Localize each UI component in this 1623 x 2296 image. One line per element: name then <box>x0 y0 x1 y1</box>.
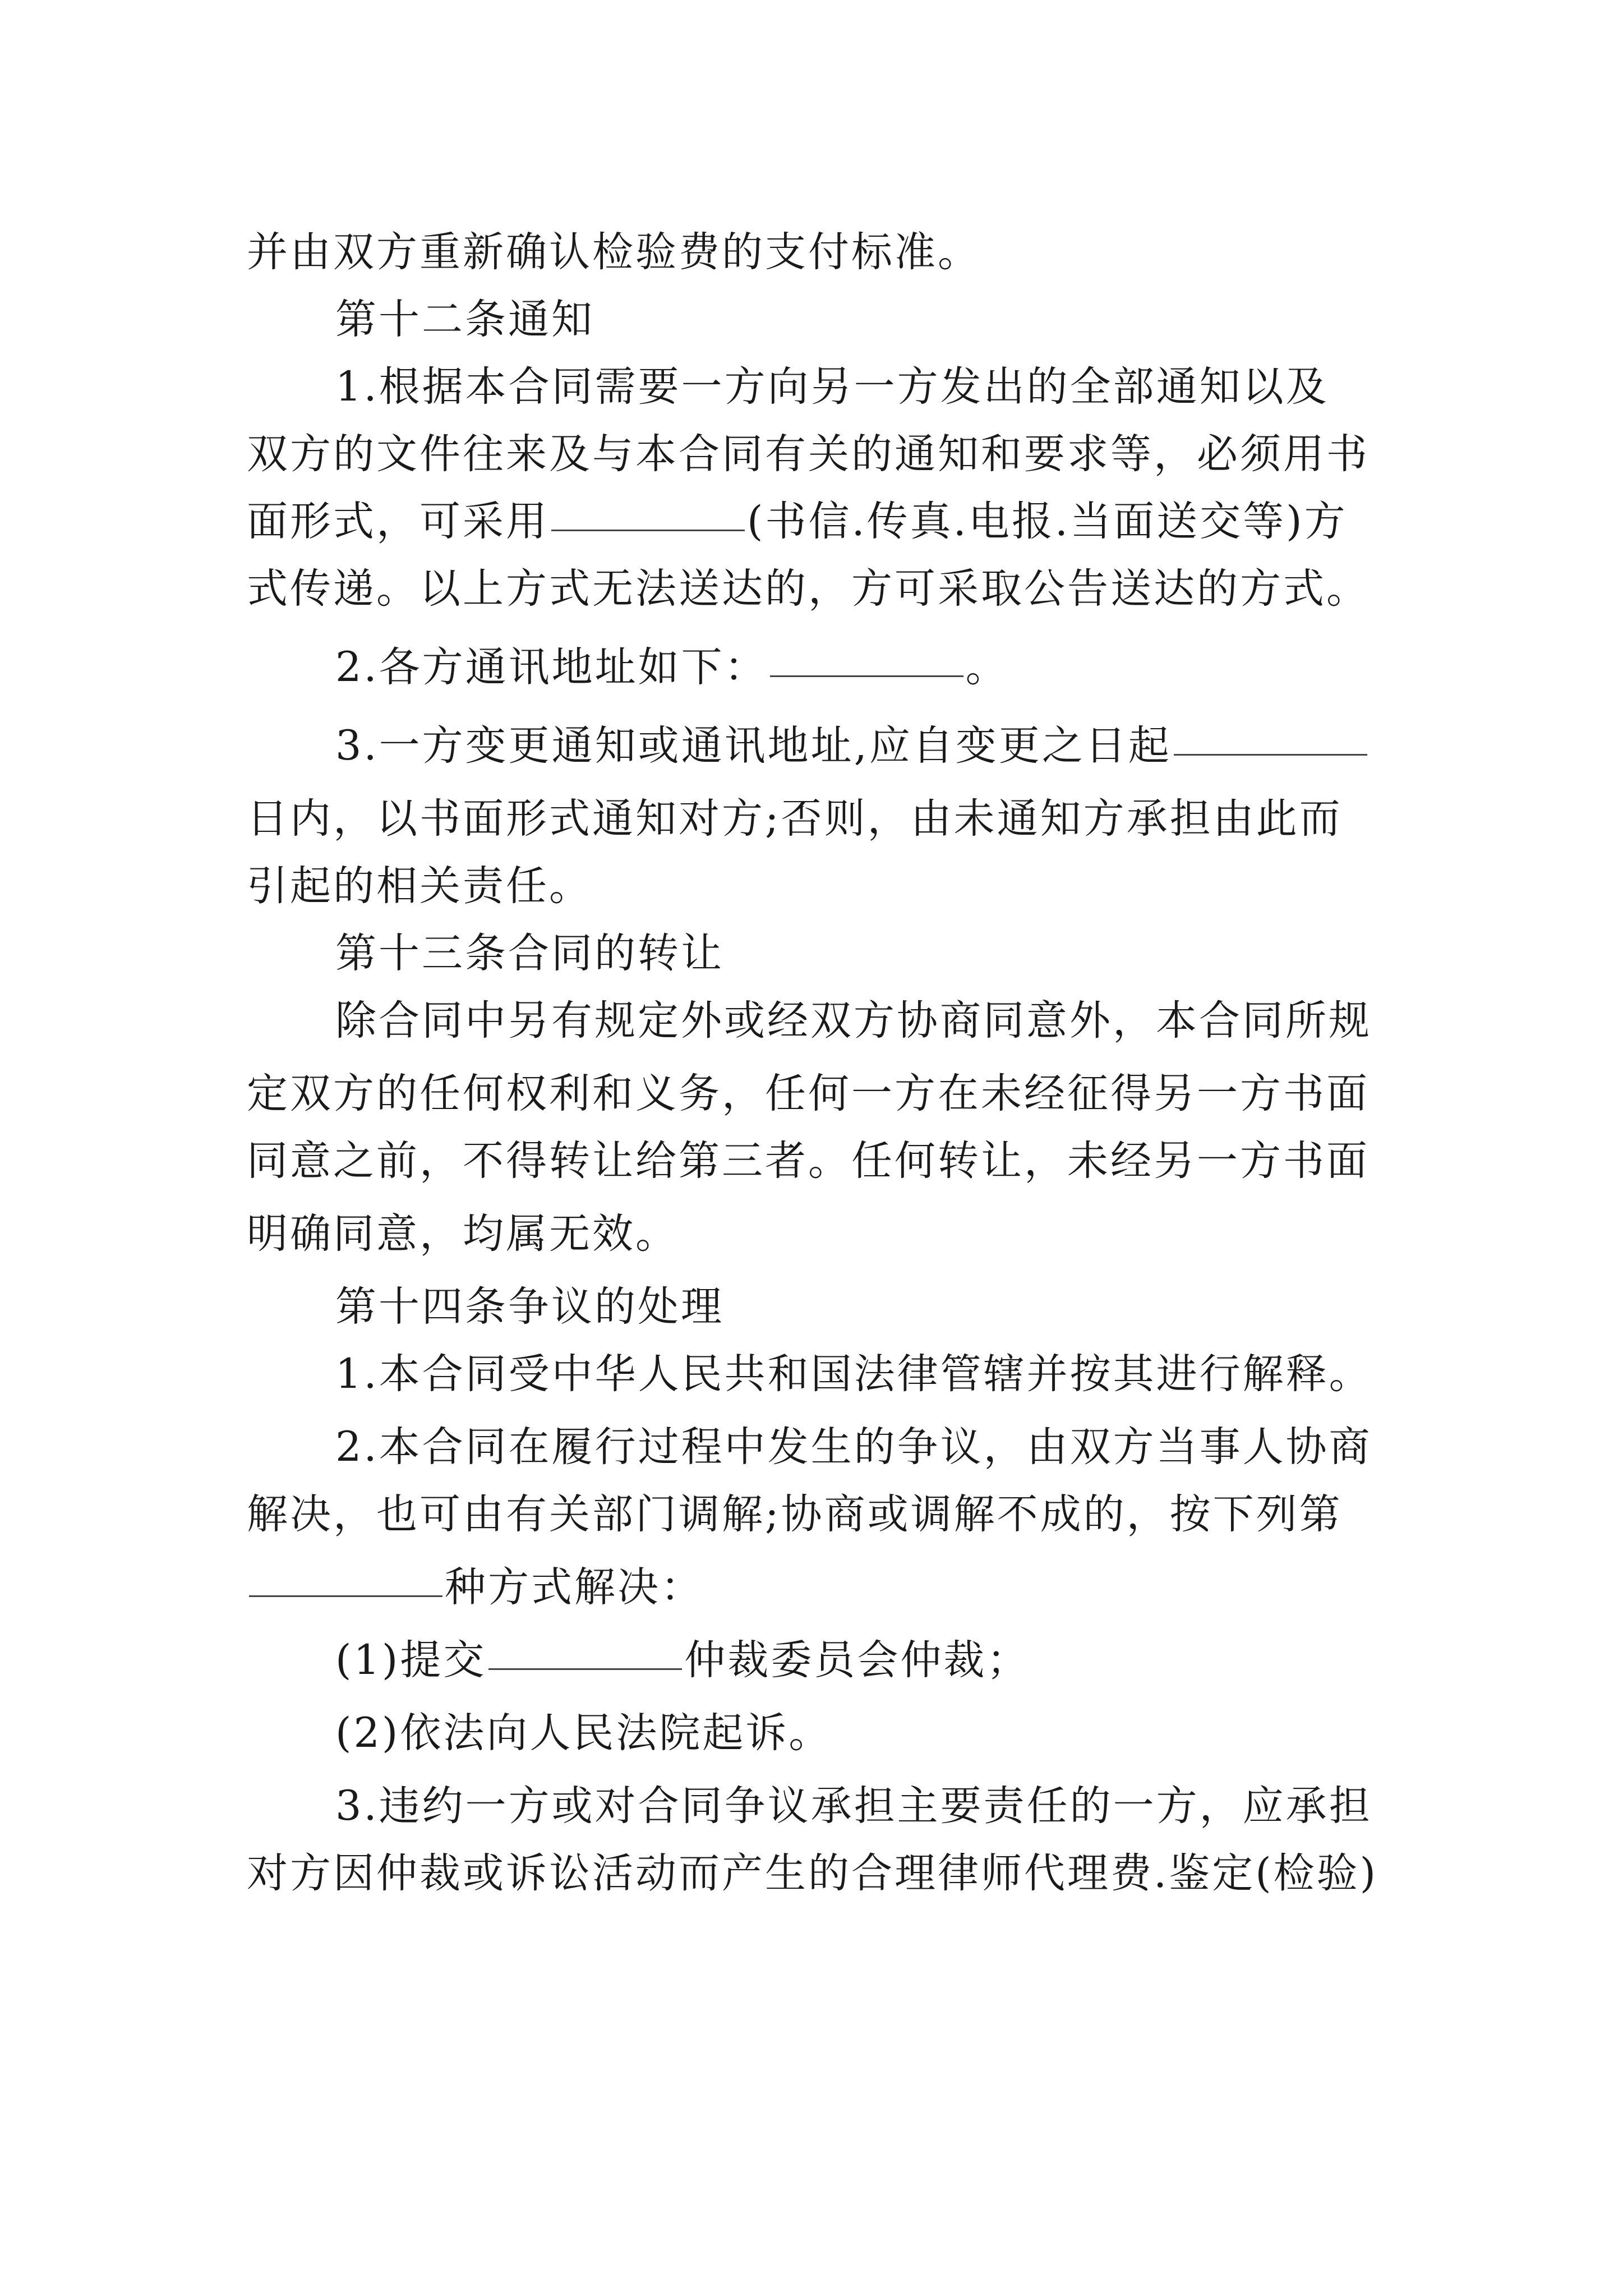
line-text: 第十四条争议的处理 <box>335 1283 724 1331</box>
line-text: (1)提交 <box>335 1636 487 1684</box>
line-text: 2.本合同在履行过程中发生的争议，由双方当事人协商 <box>335 1423 1372 1471</box>
text-line-19 <box>0 1481 1623 1548</box>
line-text: 1.根据本合同需要一方向另一方发出的全部通知以及 <box>335 363 1329 411</box>
fill-in-blank[interactable] <box>249 1594 442 1597</box>
line-text: 解决，也可由有关部门调解;协商或调解不成的，按下列第 <box>247 1490 1343 1538</box>
fill-in-blank[interactable] <box>770 674 963 677</box>
text-line-3 <box>0 353 1623 421</box>
line-text: 仲裁委员会仲裁； <box>684 1636 1030 1684</box>
line-text: 对方因仲裁或诉讼活动而产生的合理律师代理费.鉴定(检验) <box>247 1849 1378 1897</box>
line-text: 。 <box>965 643 1009 691</box>
text-line-18 <box>0 1414 1623 1481</box>
line-text: (2)依法向人民法院起诉。 <box>335 1709 832 1757</box>
line-text: 种方式解决： <box>445 1563 704 1611</box>
text-line-23 <box>0 1773 1623 1840</box>
text-line-10 <box>0 853 1623 920</box>
text-line-5 <box>0 488 1623 555</box>
line-text: 2.各方通讯地址如下： <box>335 643 768 691</box>
text-line-8 <box>0 712 1623 780</box>
fill-in-blank[interactable] <box>1174 753 1367 756</box>
fill-in-blank[interactable] <box>488 1667 682 1670</box>
text-line-20 <box>0 1554 1623 1621</box>
text-line-24 <box>0 1840 1623 1907</box>
text-line-6 <box>0 555 1623 623</box>
line-text: 第十二条通知 <box>335 296 594 343</box>
text-line-4 <box>0 421 1623 488</box>
text-line-17 <box>0 1341 1623 1408</box>
line-text: 双方的文件往来及与本合同有关的通知和要求等，必须用书 <box>247 430 1370 478</box>
text-line-9 <box>0 785 1623 853</box>
line-text: 定双方的任何权利和义务，任何一方在未经征得另一方书面 <box>247 1070 1370 1117</box>
line-text: 3.一方变更通知或通讯地址,应自变更之日起 <box>335 722 1172 770</box>
line-text: 除合同中另有规定外或经双方协商同意外，本合同所规 <box>335 997 1372 1045</box>
section-heading-13 <box>0 920 1623 987</box>
line-text: 同意之前，不得转让给第三者。任何转让，未经另一方书面 <box>247 1137 1370 1185</box>
line-text: 日内，以书面形式通知对方;否则，由未通知方承担由此而 <box>247 795 1343 843</box>
text-line-14 <box>0 1128 1623 1195</box>
line-text: 1.本合同受中华人民共和国法律管辖并按其进行解释。 <box>335 1350 1372 1398</box>
text-line-22 <box>0 1700 1623 1767</box>
text-line-21 <box>0 1627 1623 1694</box>
line-text: 引起的相关责任。 <box>247 862 592 910</box>
text-line-13 <box>0 1060 1623 1128</box>
line-text: 明确同意，均属无效。 <box>247 1210 679 1258</box>
text-line-12 <box>0 987 1623 1055</box>
fill-in-blank[interactable] <box>551 528 745 531</box>
line-text: 面形式，可采用 <box>247 498 549 545</box>
line-text: 第十三条合同的转让 <box>335 930 724 977</box>
text-line-15 <box>0 1200 1623 1268</box>
line-text: 3.违约一方或对合同争议承担主要责任的一方，应承担 <box>335 1782 1372 1830</box>
line-text: 并由双方重新确认检验费的支付标准。 <box>247 228 981 276</box>
line-text: (书信.传真.电报.当面送交等)方 <box>747 498 1348 545</box>
text-line-1 <box>0 219 1623 286</box>
section-heading-12 <box>0 286 1623 353</box>
line-text: 式传递。以上方式无法送达的，方可采取公告送达的方式。 <box>247 565 1370 613</box>
text-line-7 <box>0 634 1623 701</box>
section-heading-14 <box>0 1273 1623 1341</box>
